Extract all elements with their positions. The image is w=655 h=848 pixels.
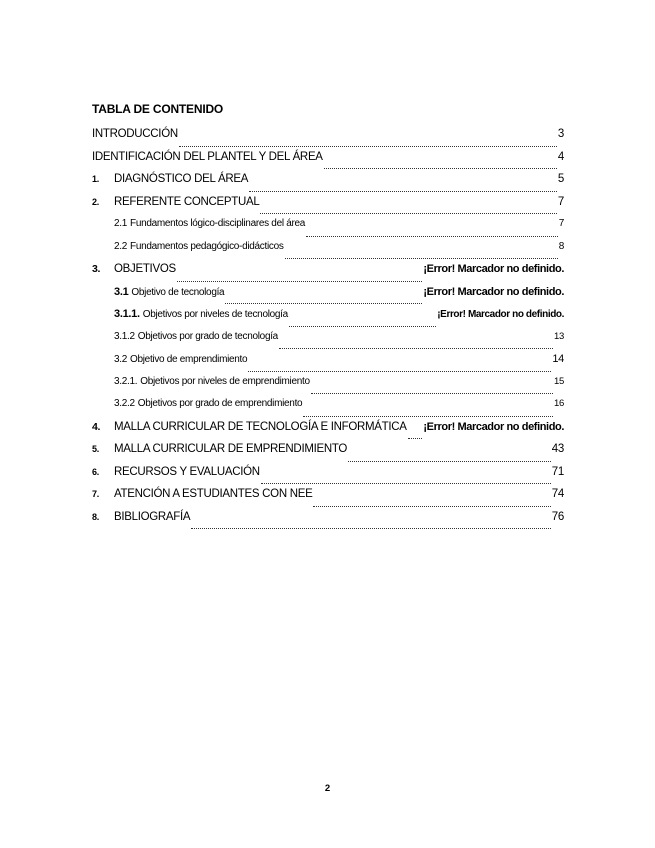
dot-leader — [248, 371, 551, 372]
toc-entry-page: 16 — [554, 398, 564, 409]
toc-entry-number: 3.2.1. — [114, 375, 138, 387]
toc-entry-page-error: ¡Error! Marcador no definido. — [437, 309, 564, 320]
toc-entry-page: 74 — [551, 488, 564, 500]
toc-entry-label: Objetivo de emprendimiento — [130, 354, 248, 365]
dot-leader — [324, 168, 557, 169]
toc-entry-objetivo-emprendimiento[interactable] — [92, 353, 564, 376]
dot-leader — [191, 528, 551, 529]
dot-leader — [408, 438, 423, 439]
dot-leader — [303, 416, 553, 417]
dot-leader — [285, 258, 558, 259]
toc-entry-referente[interactable] — [92, 196, 564, 219]
toc-entry-label: Objetivos por niveles de tecnología — [142, 309, 288, 320]
toc-entry-number: 3.1 — [114, 285, 129, 298]
toc-entry-objetivos-grado-emprendimiento[interactable] — [92, 398, 564, 421]
dot-leader — [260, 213, 556, 214]
dot-leader — [177, 281, 423, 282]
toc-entry-page: 7 — [557, 195, 564, 208]
toc-entry-fundamentos-pedagogicos[interactable] — [92, 241, 564, 264]
toc-entry-page-error: ¡Error! Marcador no definido. — [423, 263, 564, 275]
toc-entry-page: 5 — [557, 173, 564, 185]
toc-entry-fundamentos-logicos[interactable] — [92, 218, 564, 241]
toc-entry-page-error: ¡Error! Marcador no definido. — [423, 420, 564, 433]
toc-entry-number: 3.1.1. — [114, 308, 140, 320]
toc-entry-label: Fundamentos lógico-disciplinares del área — [130, 218, 306, 229]
toc-entry-page: 71 — [551, 465, 564, 478]
dot-leader — [261, 483, 551, 484]
toc-entry-number: 2.1 — [114, 218, 128, 229]
toc-entry-objetivo-tecnologia[interactable] — [92, 286, 564, 309]
toc-entry-recursos[interactable] — [92, 466, 564, 489]
toc-entry-bibliografia[interactable] — [92, 511, 564, 534]
dot-leader — [179, 146, 557, 147]
toc-entry-page: 3 — [557, 128, 564, 140]
toc-entry-page: 7 — [558, 218, 564, 229]
toc-entry-number: 2.2 — [114, 240, 128, 252]
dot-leader — [313, 506, 550, 507]
toc-entry-page: 8 — [558, 240, 564, 252]
toc-entry-label: OBJETIVOS — [114, 263, 176, 275]
toc-entry-diagnostico[interactable] — [92, 173, 564, 196]
toc-entry-label: RECURSOS Y EVALUACIÓN — [114, 465, 260, 478]
toc-entry-number: 3.1.2 — [114, 330, 135, 342]
toc-entry-label: Objetivo de tecnología — [131, 286, 225, 298]
toc-entry-page: 14 — [552, 353, 564, 365]
toc-entry-number: 3.2 — [114, 354, 128, 365]
toc-entry-label: BIBLIOGRAFÍA — [114, 510, 191, 523]
toc-entry-label: ATENCIÓN A ESTUDIANTES CON NEE — [114, 488, 313, 500]
toc-entry-page-error: ¡Error! Marcador no definido. — [423, 285, 564, 298]
toc-entry-number: 3. — [92, 263, 101, 275]
table-of-contents — [92, 128, 564, 533]
dot-leader — [306, 236, 558, 237]
toc-entry-number: 5. — [92, 444, 99, 454]
toc-entry-page: 13 — [554, 330, 564, 342]
toc-title: TABLA DE CONTENIDO — [92, 102, 224, 116]
toc-entry-label: Objetivos por grado de emprendimiento — [137, 398, 303, 409]
toc-entry-label: Objetivos por niveles de emprendimiento — [140, 375, 310, 387]
toc-entry-objetivos[interactable] — [92, 263, 564, 286]
toc-entry-objetivos-niveles-tecnologia[interactable] — [92, 308, 564, 331]
toc-entry-label: IDENTIFICACIÓN DEL PLANTEL Y DEL ÁREA — [92, 150, 323, 163]
dot-leader — [348, 461, 551, 462]
toc-entry-page: 4 — [557, 150, 564, 163]
toc-entry-label: Objetivos por grado de tecnología — [137, 330, 278, 342]
page-number: 2 — [324, 783, 331, 794]
toc-entry-page: 15 — [554, 375, 564, 387]
toc-entry-malla-tecnologia[interactable] — [92, 421, 564, 444]
dot-leader — [225, 303, 422, 304]
dot-leader — [279, 348, 553, 349]
toc-entry-malla-emprendimiento[interactable] — [92, 443, 564, 466]
toc-entry-number: 8. — [92, 511, 99, 522]
toc-entry-introduccion[interactable] — [92, 128, 564, 151]
toc-entry-page: 43 — [551, 443, 564, 455]
toc-entry-objetivos-niveles-emprendimiento[interactable] — [92, 376, 564, 399]
toc-entry-label: INTRODUCCIÓN — [92, 128, 178, 140]
dot-leader — [289, 326, 436, 327]
toc-entry-objetivos-grado-tecnologia[interactable] — [92, 331, 564, 354]
dot-leader — [249, 191, 557, 192]
dot-leader — [311, 393, 553, 394]
toc-entry-label: MALLA CURRICULAR DE EMPRENDIMIENTO — [114, 443, 348, 455]
toc-entry-page: 76 — [551, 510, 564, 523]
toc-entry-label: MALLA CURRICULAR DE TECNOLOGÍA E INFORMÁTICA — [114, 420, 407, 433]
toc-entry-label: Fundamentos pedagógico-didácticos — [130, 240, 284, 252]
toc-entry-identificacion[interactable] — [92, 151, 564, 174]
toc-entry-label: DIAGNÓSTICO DEL ÁREA — [114, 173, 249, 185]
toc-entry-number: 7. — [92, 489, 99, 499]
toc-entry-label: REFERENTE CONCEPTUAL — [114, 195, 260, 208]
toc-entry-number: 6. — [92, 466, 99, 477]
toc-entry-number: 4. — [92, 420, 101, 433]
toc-entry-number: 2. — [92, 196, 99, 207]
toc-entry-number: 1. — [92, 174, 99, 184]
toc-entry-atencion[interactable] — [92, 488, 564, 511]
toc-entry-number: 3.2.2 — [114, 398, 135, 409]
